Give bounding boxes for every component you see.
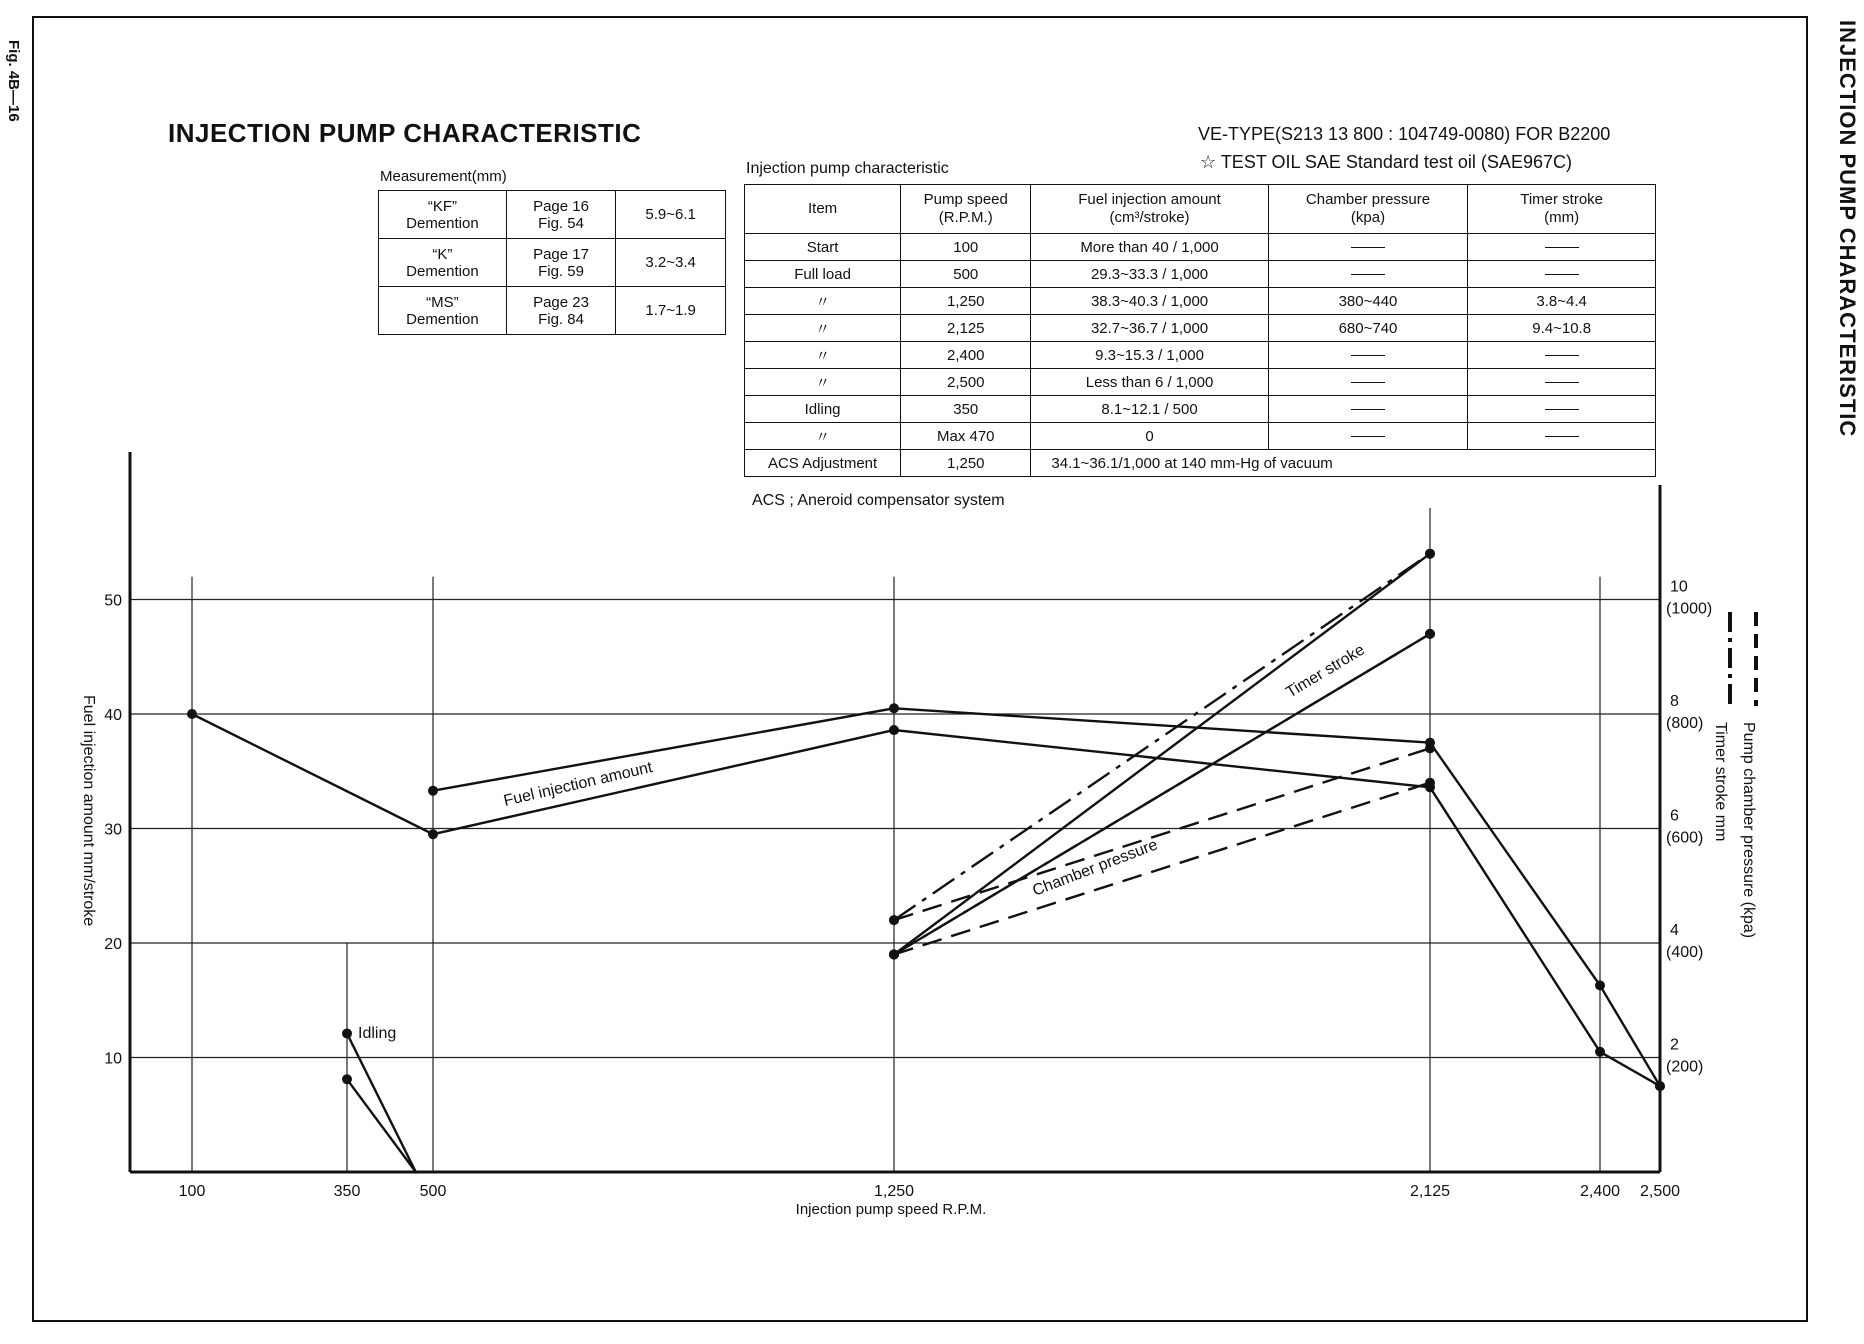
cell-item: 〃 bbox=[745, 315, 901, 342]
page-title: INJECTION PUMP CHARACTERISTIC bbox=[168, 118, 642, 148]
data-point bbox=[1425, 778, 1435, 788]
data-point bbox=[1425, 629, 1435, 639]
cell-fuel: 29.3~33.3 / 1,000 bbox=[1031, 261, 1268, 288]
x-tick-label: 100 bbox=[178, 1183, 206, 1200]
data-point bbox=[342, 1028, 352, 1038]
cell-fuel: 0 bbox=[1031, 423, 1268, 450]
cell-name: “K” bbox=[432, 245, 453, 263]
header-timer: Timer stroke (mm) bbox=[1468, 185, 1656, 234]
acs-note: ACS ; Aneroid compensator system bbox=[752, 492, 1005, 509]
data-point bbox=[889, 949, 899, 959]
cell-item: Start bbox=[745, 234, 901, 261]
data-point bbox=[1595, 1047, 1605, 1057]
y2-tick-sublabel: (400) bbox=[1666, 944, 1704, 961]
ve-type-label: VE-TYPE(S213 13 800 : 104749-0080) FOR B2200 bbox=[1198, 124, 1611, 144]
cell-item: 〃 bbox=[745, 423, 901, 450]
y2-tick-label: 8 bbox=[1670, 693, 1679, 710]
cell-name: “KF” bbox=[427, 197, 457, 215]
cell-fuel: More than 40 / 1,000 bbox=[1031, 234, 1268, 261]
data-point bbox=[889, 703, 899, 713]
cell-item: 〃 bbox=[745, 342, 901, 369]
cell-fuel: 9.3~15.3 / 1,000 bbox=[1031, 342, 1268, 369]
cell-speed: 2,125 bbox=[901, 315, 1031, 342]
cell-timer: 3.8~4.4 bbox=[1468, 288, 1656, 315]
cell-value: 3.2~3.4 bbox=[616, 239, 726, 287]
data-point bbox=[889, 725, 899, 735]
header-chamber: Chamber pressure (kpa) bbox=[1268, 185, 1468, 234]
cell-name: “MS” bbox=[426, 293, 459, 311]
data-point bbox=[428, 829, 438, 839]
y2-axis-label-pressure: Pump chamber pressure (kpa) bbox=[1740, 722, 1757, 939]
y2-tick-label: 10 bbox=[1670, 578, 1688, 596]
data-point bbox=[1595, 980, 1605, 990]
y2-tick-label: 2 bbox=[1670, 1036, 1679, 1054]
cell-fig: Fig. 54 bbox=[538, 214, 584, 232]
cell-fuel: Less than 6 / 1,000 bbox=[1031, 369, 1268, 396]
header-fuel: Fuel injection amount (cm³/stroke) bbox=[1031, 185, 1268, 234]
y2-tick-sublabel: (800) bbox=[1666, 715, 1704, 732]
y2-axis-label-timer: Timer stroke mm bbox=[1712, 722, 1729, 842]
x-tick-label: 350 bbox=[333, 1183, 361, 1200]
y-tick-label: 30 bbox=[104, 821, 122, 839]
test-oil-label: ☆ TEST OIL SAE Standard test oil (SAE967C) bbox=[1200, 152, 1572, 172]
x-tick-label: 2,500 bbox=[1639, 1183, 1681, 1200]
cell-page: Page 23 bbox=[533, 293, 589, 311]
y2-tick-sublabel: (1000) bbox=[1666, 600, 1713, 618]
y2-tick-label: 6 bbox=[1670, 807, 1679, 825]
side-title: INJECTION PUMP CHARACTERISTIC bbox=[1835, 20, 1860, 438]
series-line-idling_lower bbox=[347, 1079, 416, 1172]
cell-speed: Max 470 bbox=[901, 423, 1031, 450]
series-line-fuel_lower bbox=[192, 714, 1660, 1086]
data-point bbox=[889, 915, 899, 925]
annotation-timer: Timer stroke bbox=[1283, 641, 1368, 702]
x-axis-label: Injection pump speed R.P.M. bbox=[795, 1201, 987, 1218]
cell-fig: Fig. 59 bbox=[538, 262, 584, 280]
y2-tick-sublabel: (200) bbox=[1666, 1058, 1704, 1076]
acs-speed: 1,250 bbox=[901, 450, 1031, 477]
data-point bbox=[1655, 1081, 1665, 1091]
y-tick-label: 10 bbox=[104, 1050, 122, 1068]
cell-item: 〃 bbox=[745, 369, 901, 396]
cell-sub: Demention bbox=[406, 310, 479, 328]
y2-tick-label: 4 bbox=[1670, 922, 1679, 939]
cell-value: 5.9~6.1 bbox=[616, 191, 726, 239]
y-tick-label: 20 bbox=[104, 936, 122, 953]
cell-page: Page 16 bbox=[533, 197, 589, 215]
series-line-timer_lower_solid bbox=[894, 634, 1430, 955]
series-line-idling_upper bbox=[347, 1034, 416, 1173]
cell-item: Full load bbox=[745, 261, 901, 288]
data-point bbox=[428, 786, 438, 796]
cell-fuel: 38.3~40.3 / 1,000 bbox=[1031, 288, 1268, 315]
y-axis-label: Fuel injection amount mm/stroke bbox=[80, 695, 97, 927]
x-tick-label: 500 bbox=[419, 1183, 447, 1200]
injection-table-title: Injection pump characteristic bbox=[746, 160, 949, 177]
data-point bbox=[1425, 743, 1435, 753]
cell-speed: 2,400 bbox=[901, 342, 1031, 369]
cell-timer: 9.4~10.8 bbox=[1468, 315, 1656, 342]
cell-speed: 100 bbox=[901, 234, 1031, 261]
header-speed: Pump speed (R.P.M.) bbox=[901, 185, 1031, 234]
annotation-fuel: Fuel injection amount bbox=[502, 759, 655, 810]
cell-chamber: 380~440 bbox=[1268, 288, 1468, 315]
series-line-fuel_upper bbox=[433, 708, 1660, 1086]
cell-fig: Fig. 84 bbox=[538, 310, 584, 328]
data-point bbox=[342, 1074, 352, 1084]
measurement-title: Measurement(mm) bbox=[380, 168, 507, 185]
cell-sub: Demention bbox=[406, 214, 479, 232]
acs-value: 34.1~36.1/1,000 at 140 mm-Hg of vacuum bbox=[1031, 450, 1656, 477]
series-line-chamber_lower bbox=[894, 783, 1430, 955]
cell-page: Page 17 bbox=[533, 245, 589, 263]
acs-item: ACS Adjustment bbox=[745, 450, 901, 477]
y2-tick-sublabel: (600) bbox=[1666, 829, 1704, 847]
y-tick-label: 40 bbox=[104, 707, 122, 724]
cell-speed: 350 bbox=[901, 396, 1031, 423]
x-tick-label: 2,400 bbox=[1579, 1183, 1621, 1200]
cell-item: 〃 bbox=[745, 288, 901, 315]
header-item: Item bbox=[745, 185, 901, 234]
y-tick-label: 50 bbox=[104, 592, 122, 610]
cell-speed: 500 bbox=[901, 261, 1031, 288]
x-tick-label: 2,125 bbox=[1409, 1183, 1451, 1200]
annotation-chamber: Chamber pressure bbox=[1030, 836, 1161, 900]
cell-chamber: 680~740 bbox=[1268, 315, 1468, 342]
cell-value: 1.7~1.9 bbox=[616, 287, 726, 335]
cell-speed: 2,500 bbox=[901, 369, 1031, 396]
figure-label: Fig. 4B—16 bbox=[5, 40, 22, 122]
cell-item: Idling bbox=[745, 396, 901, 423]
cell-sub: Demention bbox=[406, 262, 479, 280]
x-tick-label: 1,250 bbox=[873, 1183, 915, 1200]
data-point bbox=[1425, 549, 1435, 559]
cell-fuel: 32.7~36.7 / 1,000 bbox=[1031, 315, 1268, 342]
series-line-timer_upper_solid bbox=[894, 554, 1430, 955]
annotation-idling: Idling bbox=[358, 1025, 397, 1042]
cell-fuel: 8.1~12.1 / 500 bbox=[1031, 396, 1268, 423]
data-point bbox=[187, 709, 197, 719]
cell-speed: 1,250 bbox=[901, 288, 1031, 315]
